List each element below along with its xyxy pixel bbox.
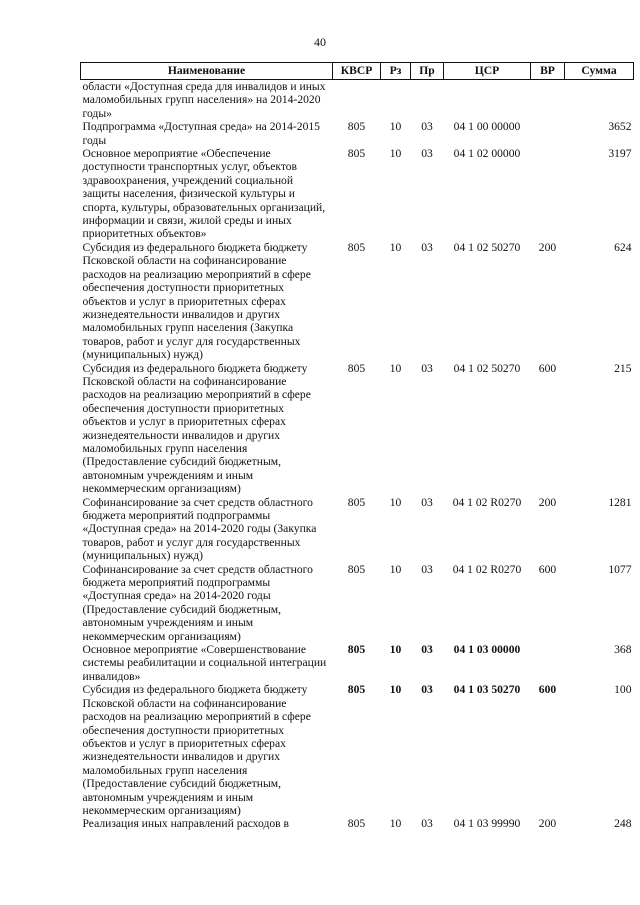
table-row — [81, 563, 634, 643]
row-kvsr: 805 — [347, 817, 366, 831]
row-pr: 03 — [421, 361, 433, 375]
row-kvsr: 805 — [347, 562, 366, 576]
row-kvsr: 805 — [347, 683, 366, 697]
table-row — [81, 80, 634, 121]
row-name: Субсидия из федерального бюджета бюджету Псковской области на софинансирование расходов на реализацию мероприятий в сфере обеспечения доступности приоритетных объектов и услуг в приоритетных сферах жизнедеятельности инвалидов и других маломобильных групп населения (Предоставление субсидий бюджетным, автономным учреждениям и иным некоммерческим организациям) — [82, 361, 311, 496]
table-header-row — [81, 63, 634, 80]
row-rz: 10 — [389, 240, 402, 254]
row-pr: 03 — [421, 562, 433, 576]
row-csr: 04 1 02 50270 — [453, 361, 521, 375]
row-rz — [381, 80, 411, 121]
row-name: Основное мероприятие «Совершенствование системы реабилитации и социальной интеграции инвалидов» — [82, 643, 327, 683]
row-sum: 1281 — [608, 495, 632, 509]
row-csr: 04 1 03 50270 — [453, 683, 521, 697]
row-name: Софинансирование за счет средств областного бюджета мероприятий подпрограммы «Доступная среда» на 2014-2020 годы (Предоставление субсидий бюджетным, автономным учреждениям и иным некоммерческим организациям) — [82, 562, 313, 643]
row-rz: 10 — [389, 495, 402, 509]
row-name: Субсидия из федерального бюджета бюджету Псковской области на софинансирование расходов на реализацию мероприятий в сфере обеспечения доступности приоритетных объектов и услуг в приоритетных сферах жизнедеятельности инвалидов и других маломобильных групп населения (Предоставление субсидий бюджетным, автономным учреждениям и иным некоммерческим организациям) — [82, 683, 311, 817]
row-pr: 03 — [421, 643, 433, 657]
header-vr: ВР — [531, 63, 565, 80]
table-row — [81, 362, 634, 496]
row-rz: 10 — [389, 361, 402, 375]
header-pr: Пр — [411, 63, 444, 80]
row-vr — [531, 147, 565, 241]
row-sum: 3197 — [608, 147, 632, 161]
row-vr: 200 — [538, 495, 557, 509]
page-number: 40 — [314, 35, 326, 49]
row-pr — [411, 80, 444, 121]
row-rz: 10 — [389, 562, 402, 576]
row-sum: 1077 — [608, 562, 632, 576]
row-pr: 03 — [421, 817, 433, 831]
row-name: Основное мероприятие «Обеспечение доступности транспортных услуг, объектов здравоохранения, учреждений социальной защиты населения, физической культуры и спорта, культуры, образовательных организаций, информации и связи, жилой среды и иных приоритетных объектов» — [82, 147, 326, 241]
table-row — [81, 241, 634, 362]
table-row — [81, 683, 634, 817]
header-name: Наименование — [81, 63, 333, 80]
row-sum: 3652 — [608, 120, 632, 134]
header-sum: Сумма — [565, 63, 634, 80]
row-vr: 200 — [538, 817, 557, 831]
row-vr — [531, 643, 565, 683]
row-pr: 03 — [421, 120, 433, 134]
row-csr: 04 1 00 00000 — [453, 120, 521, 134]
row-sum: 248 — [614, 817, 632, 831]
row-name: Субсидия из федерального бюджета бюджету Псковской области на софинансирование расходов на реализацию мероприятий в сфере обеспечения доступности приоритетных объектов и услуг в приоритетных сферах жизнедеятельности инвалидов и других маломобильных групп населения (Закупка товаров, работ и услуг для государственных (муниципальных) нужд) — [82, 240, 311, 362]
row-vr — [531, 120, 565, 147]
table-row — [81, 147, 634, 241]
row-csr — [444, 80, 531, 121]
row-csr: 04 1 02 R0270 — [452, 495, 522, 509]
row-pr: 03 — [421, 147, 433, 161]
header-csr: ЦСР — [444, 63, 531, 80]
row-csr: 04 1 02 50270 — [453, 240, 521, 254]
row-pr: 03 — [421, 240, 433, 254]
row-name: Софинансирование за счет средств областного бюджета мероприятий подпрограммы «Доступная среда» на 2014-2020 годы (Закупка товаров, работ и услуг для государственных (муниципальных) нужд) — [82, 495, 317, 563]
row-kvsr — [333, 80, 381, 121]
row-vr: 600 — [538, 361, 557, 375]
row-pr: 03 — [421, 495, 433, 509]
row-name: Подпрограмма «Доступная среда» на 2014-2015 годы — [82, 120, 320, 147]
table-row — [81, 120, 634, 147]
header-kvsr: КВСР — [333, 63, 381, 80]
budget-table — [80, 62, 634, 831]
row-sum: 624 — [614, 240, 632, 254]
row-csr: 04 1 02 00000 — [453, 147, 521, 161]
row-rz: 10 — [389, 120, 402, 134]
row-sum: 368 — [614, 643, 632, 657]
row-csr: 04 1 02 R0270 — [452, 562, 522, 576]
row-vr — [531, 80, 565, 121]
row-rz: 10 — [389, 817, 402, 831]
table-row — [81, 496, 634, 563]
row-kvsr: 805 — [347, 361, 366, 375]
row-name: области «Доступная среда для инвалидов и иных маломобильных групп населения» на 2014-2020 годы» — [82, 80, 326, 120]
row-vr: 200 — [538, 240, 557, 254]
table-row — [81, 643, 634, 683]
row-vr: 600 — [538, 683, 557, 697]
row-rz: 10 — [389, 147, 402, 161]
row-rz: 10 — [389, 683, 402, 697]
row-kvsr: 805 — [347, 240, 366, 254]
row-sum: 100 — [614, 683, 632, 697]
row-rz: 10 — [389, 643, 402, 657]
row-kvsr: 805 — [347, 495, 366, 509]
row-kvsr: 805 — [347, 643, 366, 657]
row-csr: 04 1 03 00000 — [453, 643, 521, 657]
table-row — [81, 817, 634, 830]
row-kvsr: 805 — [347, 147, 366, 161]
header-rz: Рз — [381, 63, 411, 80]
row-sum: 215 — [614, 361, 632, 375]
row-csr: 04 1 03 99990 — [453, 817, 521, 831]
row-name: Реализация иных направлений расходов в — [82, 817, 289, 831]
row-sum — [565, 80, 634, 121]
row-vr: 600 — [538, 562, 557, 576]
row-pr: 03 — [421, 683, 433, 697]
row-kvsr: 805 — [347, 120, 366, 134]
